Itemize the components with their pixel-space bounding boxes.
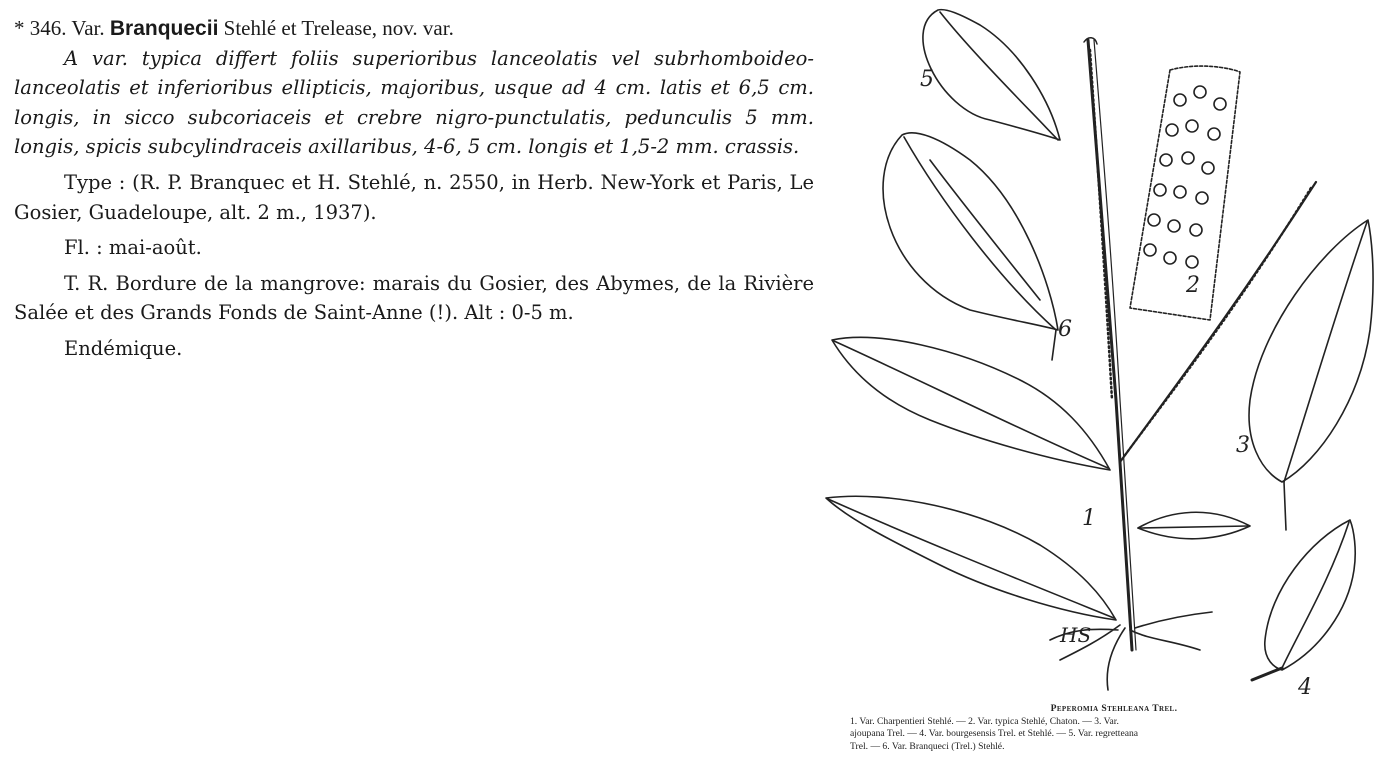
caption-title: Peperomia Stehleana Trel. (1050, 703, 1178, 714)
caption-line-2: ajoupana Trel. — 4. Var. bourgesensis Trel. et Stehlé. — 5. Var. regretteana (850, 728, 1139, 740)
leaf-low-left-midrib (828, 499, 1114, 618)
endemic-note: Endémique. (64, 336, 183, 360)
spike-detail-flowers (1144, 86, 1226, 268)
leaf-small-right-midrib (1138, 526, 1248, 528)
plate-caption (850, 703, 1378, 753)
main-stem-inner (1094, 40, 1136, 650)
leaf-3-midrib (1284, 222, 1367, 482)
leaf-6-petiole (1052, 330, 1056, 360)
latin-description: A var. typica differt foliis superioribus lanceolatis vel subrhomboideo-lanceolatis et inferioribus ellipticis, majoribus, usque ad 4 cm. latis et 6,5 cm. longis, in sicco subcoriaceis et crebre nigro-punctulatis, pedunculis 5 mm. longis, spicis subcylindraceis axillaribus, 4-6, 5 cm. longis et 1,5-2 mm. crassis. (14, 46, 814, 159)
leaf-6-midrib (904, 137, 1056, 330)
variety-name: Branquecii (109, 17, 219, 40)
text-column (14, 14, 814, 364)
authority: Stehlé et Trelease, nov. var. (223, 16, 454, 40)
leaf-3-petiole (1284, 482, 1286, 530)
var-prefix: Var. (71, 16, 105, 40)
leaf-6 (883, 133, 1058, 330)
caption-line-3: Trel. — 6. Var. Branqueci (Trel.) Stehlé. (850, 740, 1005, 752)
leaf-4-petiole (1252, 668, 1282, 680)
botanical-plate (820, 0, 1400, 700)
label-5: 5 (920, 67, 934, 92)
caption-line-1: 1. Var. Charpentieri Stehlé. — 2. Var. typica Stehlé, Chaton. — 3. Var. (850, 715, 1119, 727)
artist-signature: HS (1060, 623, 1092, 647)
entry-heading (14, 14, 814, 44)
leaf-mid-left-midrib (834, 341, 1108, 468)
entry-marker: * 346. (14, 16, 67, 40)
leaf-5-midrib (940, 12, 1058, 140)
label-6: 6 (1058, 317, 1072, 342)
label-3: 3 (1236, 433, 1250, 458)
terminal-spike (1084, 38, 1097, 44)
label-4: 4 (1298, 675, 1312, 700)
label-1: 1 (1082, 506, 1096, 531)
type-specimen: Type : (R. P. Branquec et H. Stehlé, n. 2550, in Herb. New-York et Paris, Le Gosier, Guadeloupe, alt. 2 m., 1937). (14, 170, 814, 224)
distribution: T. R. Bordure de la mangrove: marais du Gosier, des Abymes, de la Rivière Salée et des Grands Fonds de Saint-Anne (!). Alt : 0-5 m. (14, 271, 814, 325)
label-2: 2 (1186, 273, 1200, 298)
flowering-period: Fl. : mai-août. (64, 236, 202, 260)
